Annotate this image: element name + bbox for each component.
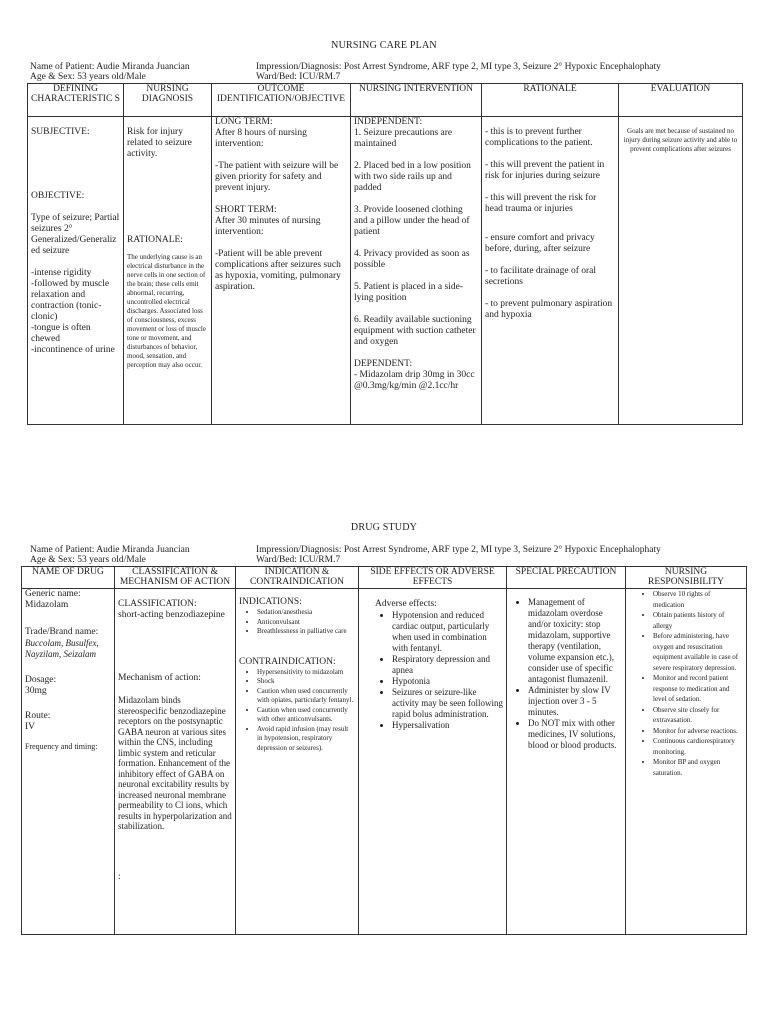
classification-label: CLASSIFICATION: — [118, 599, 197, 609]
short-term-label: SHORT TERM: — [215, 205, 277, 215]
frequency-label: Frequency and timing: — [25, 742, 98, 751]
rationale-item: - to facilitate drainage of oral secretions — [485, 266, 597, 287]
indication-cell — [236, 589, 359, 935]
contraindications-list — [239, 668, 355, 754]
col-header-drug-name: NAME OF DRUG — [22, 567, 115, 589]
adverse-item: • Seizures or seizure-like activity may be seen following rapid bolus administration. — [392, 687, 503, 720]
indication-item: • Breathlessness in palliative care — [257, 627, 355, 637]
intervention-item: 4. Privacy provided as soon as possible — [354, 249, 470, 270]
subjective-label: SUBJECTIVE: — [31, 127, 90, 137]
care-plan-title: NURSING CARE PLAN — [331, 40, 437, 51]
route-label: Route: — [25, 711, 51, 721]
contraindication-label: CONTRAINDICATION: — [239, 656, 336, 667]
moa-text: Midazolam binds stereospecific benzodiazepine receptors on the postsynaptic GABA neuron at various sites within the CNS, including limbic system and reticular formation. Enhancement of the inhibitory effect of GABA on neuronal excitability results by increased neuronal membrane permeability to Cl ions, which results in hyperpolarization and stabilization. — [118, 695, 232, 831]
diagnosis-text: Risk for injury related to seizure activity. — [127, 127, 192, 159]
responsibility-item: • Observe 10 rights of medication — [653, 589, 743, 610]
sign-item: -tongue is often chewed — [31, 323, 91, 344]
adverse-item: • Hypotonia — [392, 676, 503, 687]
diagnosis-rationale: The underlying cause is an electrical disturbance in the nerve cells in one section of the brain; these cells emit abnormal, recurring, uncontrolled electrical discharges. Associated loss of consciousness, excess movement or loss of muscle tone or movement, and disturbances of behavior, mood, sensation, and perception may also occur. — [127, 253, 206, 369]
col-header-rationale: RATIONALE — [482, 84, 619, 117]
precaution-item: • Do NOT mix with other medicines, IV solutions, blood or blood products. — [528, 718, 622, 751]
col-header-indication: INDICATION & CONTRAINDICATION — [236, 567, 359, 589]
drug-impression-diagnosis: Impression/Diagnosis: Post Arrest Syndrome, ARF type 2, MI type 3, Seizure 2° Hypoxic Encephalophaty — [256, 545, 661, 555]
drug-study-title: DRUG STUDY — [350, 522, 418, 533]
rationale-item: - this will prevent the patient in risk for injuries during seizure — [485, 160, 605, 181]
indications-label: INDICATIONS: — [239, 597, 302, 607]
evaluation-text: Goals are met because of sustained no injury during seizure activity and able to prevent complications after seizures — [623, 127, 738, 153]
col-header-defining: DEFINING CHARACTERISTIC S — [28, 84, 124, 117]
rationale-item: - ensure comfort and privacy before, during, after seizure — [485, 233, 595, 254]
long-term-label: LONG TERM: — [215, 117, 273, 127]
adverse-list — [362, 610, 503, 731]
independent-label: INDEPENDENT: — [354, 117, 423, 127]
nursing-diagnosis-cell — [124, 117, 212, 425]
col-header-classification: CLASSIFICATION & MECHANISM OF ACTION — [115, 567, 236, 589]
responsibility-item: • Monitor BP and oxygen saturation. — [653, 757, 743, 778]
drug-patient-name: Name of Patient: Audie Miranda Juancian — [30, 545, 190, 555]
indication-item: • Sedation/anesthesia — [257, 608, 355, 618]
rationale-label: RATIONALE: — [127, 235, 183, 245]
contraindication-item: • Shock — [257, 677, 355, 687]
responsibility-list — [629, 589, 743, 778]
indications-list — [239, 608, 355, 637]
contraindication-item: • Hypersensitivity to midazolam — [257, 668, 355, 678]
contraindication-item: • Avoid rapid infusion (may result in hypotension, respiratory depression or seizures). — [257, 725, 355, 754]
drug-study-table — [21, 566, 747, 935]
rationale-item: - to prevent pulmonary aspiration and hypoxia — [485, 299, 613, 320]
classification-cell — [115, 589, 236, 935]
drug-patient-age-sex: Age & Sex: 53 years old/Male — [30, 555, 146, 565]
ward-bed: Ward/Bed: ICU/RM.7 — [256, 72, 341, 82]
intervention-item: 6. Readily available suctioning equipment with suction catheter and oxygen — [354, 315, 476, 347]
responsibility-item: • Observe site closely for extravasation. — [653, 705, 743, 726]
dependent-item: - Midazolam drip 30mg in 30cc @0.3mg/kg/min @2.1cc/hr — [354, 370, 475, 391]
responsibility-item: • Continuous cardiorespiratory monitoring. — [653, 736, 743, 757]
col-header-side-effects: SIDE EFFECTS OR ADVERSE EFFECTS — [359, 567, 507, 589]
sign-item: -intense rigidity — [31, 268, 92, 278]
seizure-type: Type of seizure; Partial seizures 2° Generalized/Generaliz ed seizure — [31, 213, 120, 256]
responsibility-item: • Monitor and record patient response to medication and level of sedation. — [653, 673, 743, 705]
moa-label: Mechanism of action: — [118, 673, 201, 683]
brand-names: Buccolam, Busulfex, Nayzilam, Seizalam — [25, 638, 99, 659]
contraindication-item: • Caution when used concurrently with other anticonvulsants. — [257, 706, 355, 725]
care-plan-table — [27, 83, 743, 425]
patient-name: Name of Patient: Audie Miranda Juancian — [30, 62, 190, 72]
indication-item: • Anticonvulsant — [257, 618, 355, 628]
long-term-goal: -The patient with seizure will be given priority for safety and prevent injury. — [215, 161, 339, 193]
drug-ward-bed: Ward/Bed: ICU/RM.7 — [256, 555, 341, 565]
intervention-item: 1. Seizure precautions are maintained — [354, 128, 453, 149]
evaluation-cell — [619, 117, 743, 425]
adverse-item: • Hypotension and reduced cardiac output, particularly when used in combination with fentanyl. — [392, 610, 503, 654]
brand-label: Trade/Brand name: — [25, 627, 99, 637]
dosage-value: 30mg — [25, 686, 47, 696]
col-header-responsibility: NURSING RESPONSIBILITY — [626, 567, 747, 589]
col-header-outcome: OUTCOME IDENTIFICATION/OBJECTIVE — [212, 84, 351, 117]
adverse-label: Adverse effects: — [375, 599, 437, 609]
intervention-cell — [351, 117, 482, 425]
long-term-intro: After 8 hours of nursing intervention: — [215, 128, 307, 149]
precaution-cell — [507, 589, 626, 935]
side-effects-cell — [359, 589, 507, 935]
drug-name-cell — [22, 589, 115, 935]
classification-value: short-acting benzodiazepine — [118, 610, 225, 620]
rationale-item: - this is to prevent further complications to the patient. — [485, 127, 593, 148]
objective-label: OBJECTIVE: — [31, 191, 85, 201]
contraindication-item: • Caution when used concurrently with opiates, particularly fentanyl. — [257, 687, 355, 706]
dependent-label: DEPENDENT: — [354, 359, 413, 369]
patient-age-sex: Age & Sex: 53 years old/Male — [30, 72, 146, 82]
precaution-item: • Administer by slow IV injection over 3 - 5 minutes. — [528, 685, 622, 718]
impression-diagnosis: Impression/Diagnosis: Post Arrest Syndrome, ARF type 2, MI type 3, Seizure 2° Hypoxic Encephalophaty — [256, 62, 661, 72]
responsibility-cell — [626, 589, 747, 935]
adverse-item: • Respiratory depression and apnea — [392, 654, 503, 676]
trailing-colon: : — [118, 871, 121, 882]
precaution-list — [510, 597, 622, 751]
intervention-item: 2. Placed bed in a low position with two side rails up and padded — [354, 161, 471, 193]
route-value: IV — [25, 722, 36, 732]
precaution-item: • Management of midazolam overdose and/or toxicity: stop midazolam, supportive therapy (ventilation, volume expansion etc.), consider use of specific antagonist flumazenil. — [528, 597, 622, 685]
responsibility-item: • Before administering, have oxygen and resuscitation equipment available in case of severe respiratory depression. — [653, 631, 743, 673]
generic-name: Midazolam — [25, 600, 69, 610]
defining-characteristics-cell — [28, 117, 124, 425]
responsibility-item: • Obtain patients history of allergy — [653, 610, 743, 631]
rationale-item: - this will prevent the risk for head trauma or injuries — [485, 193, 597, 214]
sign-item: -followed by muscle relaxation and contraction (tonic-clonic) — [31, 279, 110, 322]
col-header-evaluation: EVALUATION — [619, 84, 743, 117]
rationale-cell — [482, 117, 619, 425]
short-term-intro: After 30 minutes of nursing intervention: — [215, 216, 321, 237]
intervention-item: 5. Patient is placed in a side-lying position — [354, 282, 463, 303]
responsibility-item: • Monitor for adverse reactions. — [653, 726, 743, 737]
adverse-item: • Hypersalivation — [392, 720, 503, 731]
col-header-precaution: SPECIAL PRECAUTION — [507, 567, 626, 589]
col-header-intervention: NURSING INTERVENTION — [351, 84, 482, 117]
col-header-diagnosis: NURSING DIAGNOSIS — [124, 84, 212, 117]
outcome-cell — [212, 117, 351, 425]
intervention-item: 3. Provide loosened clothing and a pillow under the head of patient — [354, 205, 470, 237]
short-term-goal: -Patient will be able prevent complications after seizures such as hypoxia, vomiting, pulmonary aspiration. — [215, 249, 341, 292]
sign-item: -incontinence of urine — [31, 345, 115, 355]
generic-label: Generic name: — [25, 589, 81, 599]
dosage-label: Dosage: — [25, 675, 57, 685]
